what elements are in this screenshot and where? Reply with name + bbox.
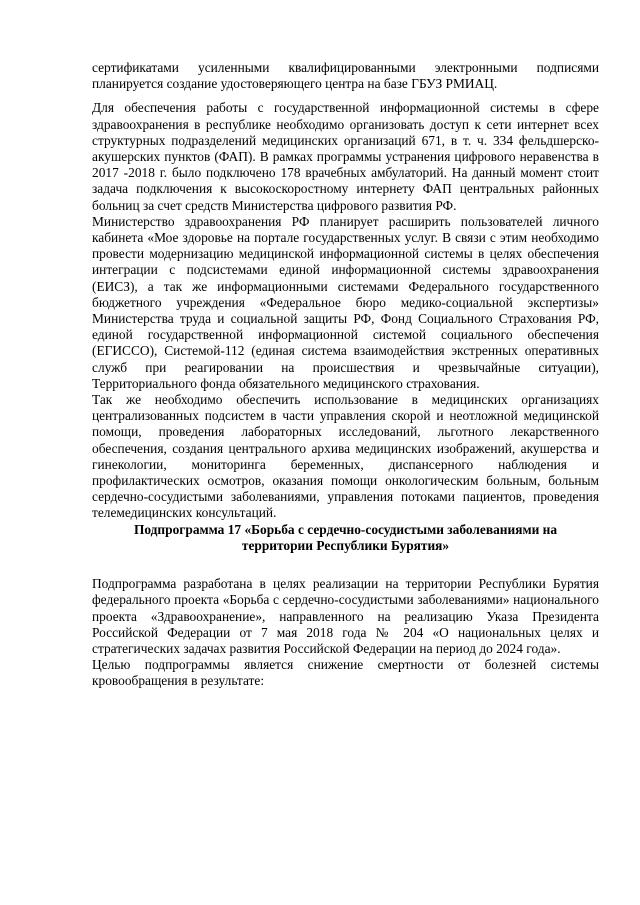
paragraph-centralized-subsystems: Так же необходимо обеспечить использование в медицинских организациях централизованных подсистем в части управления скорой и неотложной медицинской помощи, проведения лабораторных исследований, льготного лекарственного обеспечения, создания центрального архива медицинских изображений, акушерства и гинекологии, мониторинга беременных, диспансерного наблюдения и профилактических осмотров, оказания помощи онкологическим больным, больным сердечно-сосудистыми заболеваниями, управления потоками пациентов, проведения телемедицинских консультаций.	[92, 392, 599, 521]
section-heading: Подпрограмма 17 «Борьба с сердечно-сосудистыми заболеваниями на территории Республики Бурятия»	[133, 521, 558, 553]
paragraph-internet-access: Для обеспечения работы с государственной информационной системы в сфере здравоохранения в республике необходимо организовать доступ к сети интернет всех структурных подразделений медицинских организаций 671, в т. ч. 334 фельдшерско-акушерских пунктов (ФАП). В рамках программы устранения цифрового неравенства в 2017 -2018 г. было подключено 178 врачебных амбулаторий. На данный момент стоит задача подключения к высокоскоростному интернету ФАП центральных районных больниц за счет средств Министерства цифрового развития РФ.	[92, 100, 599, 213]
paragraph-integration: Министерство здравоохранения РФ планирует расширить пользователей личного кабинета «Мое здоровье на портале государственных услуг. В связи с этим необходимо провести модернизацию медицинской информационной системы в целях обеспечения интеграции с подсистемами единой информационной системы здравоохранения (ЕИСЗ), а так же информационными системами Федерального государственного бюджетного учреждения «Федеральное бюро медико-социальной экспертизы» Министерства труда и социальной защиты РФ, Фонд Социального Страхования РФ, единой государственной информационной системой социального обеспечения (ЕГИССО), Системой-112 (единая система взаимодействия экстренных оперативных служб при реагировании на происшествия и чрезвычайные ситуации), Территориального фонда обязательного медицинского страхования.	[92, 213, 599, 391]
paragraph-subprogram-goal: Целью подпрограммы является снижение смертности от болезней системы кровообращения в результате:	[92, 657, 599, 689]
paragraph-certificates: сертификатами усиленными квалифицированными электронными подписями планируется создание удостоверяющего центра на базе ГБУЗ РМИАЦ.	[92, 60, 599, 92]
paragraph-subprogram-purpose: Подпрограмма разработана в целях реализации на территории Республики Бурятия федерального проекта «Борьба с сердечно-сосудистыми заболеваниями» национального проекта «Здравоохранение», направленного на реализацию Указа Президента Российской Федерации от 7 мая 2018 года № 204 «О национальных целях и стратегических задачах развития Российской Федерации на период до 2024 года».	[92, 576, 599, 656]
document-page	[92, 60, 599, 690]
